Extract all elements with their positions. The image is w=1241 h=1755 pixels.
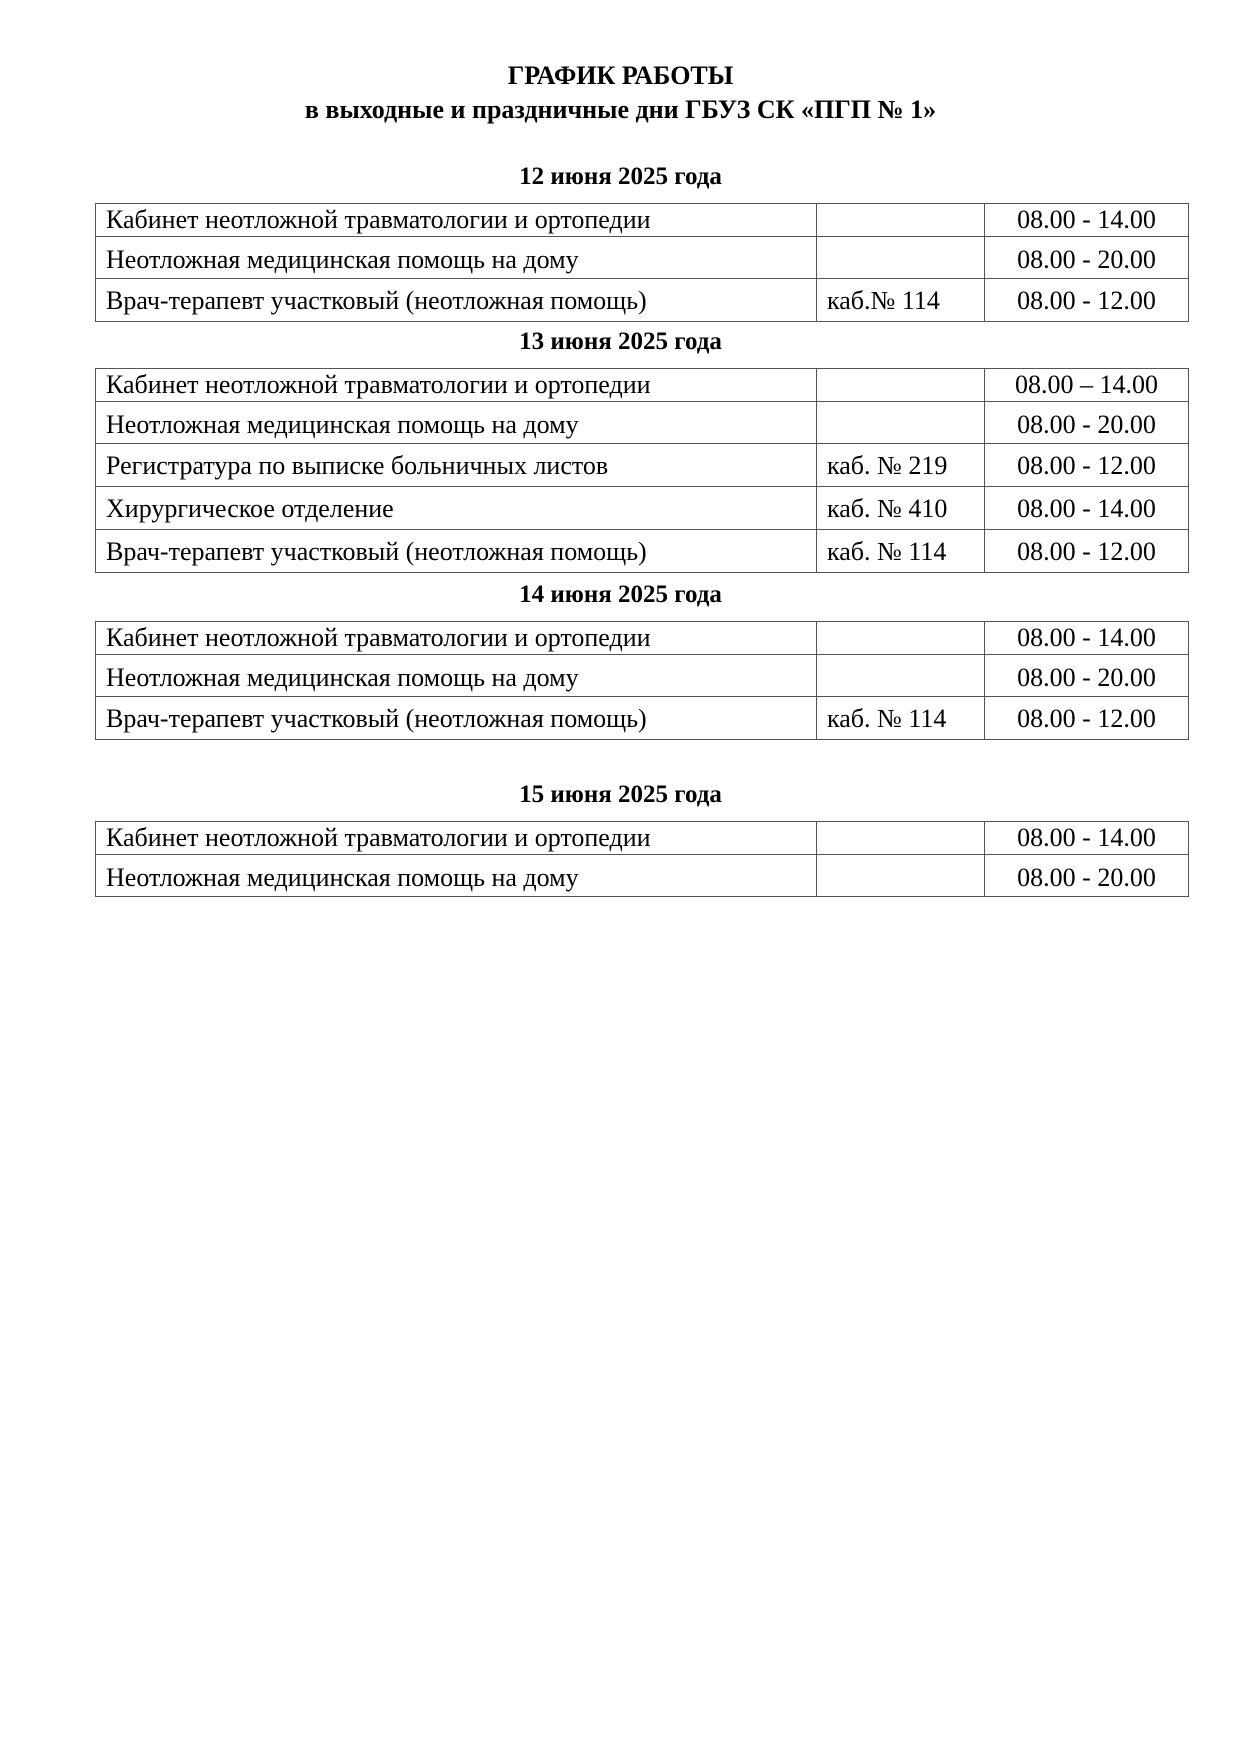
room-cell [817, 855, 985, 897]
day-heading-2: 13 июня 2025 года [519, 328, 722, 355]
table-row [96, 402, 1189, 444]
document-subtitle: в выходные и праздничные дни ГБУЗ СК «ПГП № 1» [304, 95, 937, 124]
table-row [96, 697, 1189, 740]
service-cell: Регистратура по выписке больничных листов [96, 444, 817, 487]
room-cell [817, 655, 985, 697]
table-row [96, 822, 1189, 855]
service-cell: Неотложная медицинская помощь на дому [96, 402, 817, 444]
hours-cell: 08.00 – 14.00 [985, 369, 1189, 402]
room-cell [817, 822, 985, 855]
hours-cell: 08.00 - 12.00 [985, 697, 1189, 740]
hours-cell: 08.00 - 14.00 [985, 622, 1189, 655]
schedule-table-day-1 [95, 203, 1189, 322]
service-cell: Неотложная медицинская помощь на дому [96, 655, 817, 697]
table-row [96, 204, 1189, 237]
hours-cell: 08.00 - 14.00 [985, 487, 1189, 530]
day-heading-1: 12 июня 2025 года [519, 163, 722, 190]
service-cell: Хирургическое отделение [96, 487, 817, 530]
table-row [96, 622, 1189, 655]
room-cell: каб.№ 114 [817, 279, 985, 322]
hours-cell: 08.00 - 20.00 [985, 237, 1189, 279]
schedule-table-day-3 [95, 621, 1189, 740]
room-cell [817, 204, 985, 237]
hours-cell: 08.00 - 20.00 [985, 402, 1189, 444]
table-row [96, 855, 1189, 897]
table-row [96, 279, 1189, 322]
service-cell: Неотложная медицинская помощь на дому [96, 855, 817, 897]
hours-cell: 08.00 - 12.00 [985, 279, 1189, 322]
table-row [96, 487, 1189, 530]
room-cell [817, 237, 985, 279]
table-row [96, 237, 1189, 279]
hours-cell: 08.00 - 20.00 [985, 655, 1189, 697]
service-cell: Кабинет неотложной травматологии и ортопедии [96, 622, 817, 655]
room-cell: каб. № 114 [817, 697, 985, 740]
hours-cell: 08.00 - 20.00 [985, 855, 1189, 897]
schedule-table-day-2 [95, 368, 1189, 573]
room-cell: каб. № 410 [817, 487, 985, 530]
table-row [96, 369, 1189, 402]
table-row [96, 530, 1189, 573]
room-cell [817, 369, 985, 402]
room-cell [817, 622, 985, 655]
service-cell: Врач-терапевт участковый (неотложная помощь) [96, 279, 817, 322]
room-cell [817, 402, 985, 444]
service-cell: Кабинет неотложной травматологии и ортопедии [96, 204, 817, 237]
document-title: ГРАФИК РАБОТЫ [507, 61, 734, 90]
service-cell: Врач-терапевт участковый (неотложная помощь) [96, 530, 817, 573]
table-row [96, 655, 1189, 697]
hours-cell: 08.00 - 12.00 [985, 444, 1189, 487]
hours-cell: 08.00 - 12.00 [985, 530, 1189, 573]
service-cell: Неотложная медицинская помощь на дому [96, 237, 817, 279]
table-row [96, 444, 1189, 487]
day-heading-3: 14 июня 2025 года [519, 581, 722, 608]
hours-cell: 08.00 - 14.00 [985, 822, 1189, 855]
room-cell: каб. № 219 [817, 444, 985, 487]
hours-cell: 08.00 - 14.00 [985, 204, 1189, 237]
service-cell: Кабинет неотложной травматологии и ортопедии [96, 822, 817, 855]
room-cell: каб. № 114 [817, 530, 985, 573]
service-cell: Врач-терапевт участковый (неотложная помощь) [96, 697, 817, 740]
day-heading-4: 15 июня 2025 года [519, 781, 722, 808]
schedule-table-day-4 [95, 821, 1189, 897]
service-cell: Кабинет неотложной травматологии и ортопедии [96, 369, 817, 402]
